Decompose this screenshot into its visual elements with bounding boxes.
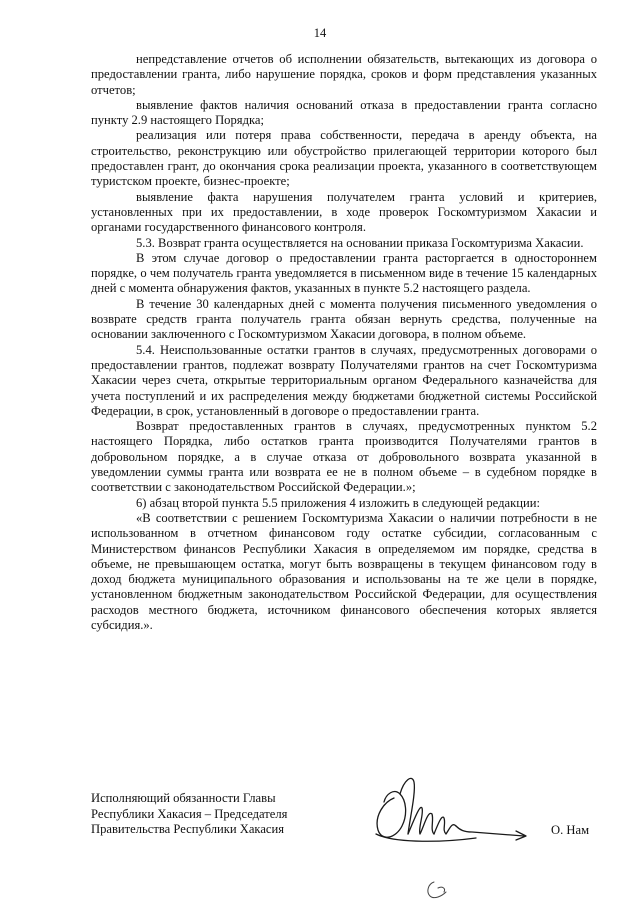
signatory-name: О. Нам [551,823,590,837]
paragraph: выявление факта нарушения получателем гранта условий и критериев, установленных при их предоставлении, в ходе проверок Госкомтуризмом Хакасии и органами государственного финансового контроля. [91,189,597,235]
paragraph: реализация или потеря права собственности, передача в аренду объекта, на строительство, реконструкцию или обустройство прилегающей территории которого был предоставлен грант, до окончания срока реализации проекта, указанного в соответствующем туристском проекте, бизнес-проекте; [91,128,597,189]
paragraph: непредставление отчетов об исполнении обязательств, вытекающих из договора о предоставлении гранта, либо нарушение порядка, сроков и форм представления указанных отчетов; [91,52,597,97]
paragraph: В этом случае договор о предоставлении гранта расторгается в одностороннем порядке, о чем получатель гранта уведомляется в письменном виде в течение 15 календарных дней с момента обнаружения фактов, указанных в пункте 5.2 настоящего раздела. [91,250,597,296]
paragraph: В течение 30 календарных дней с момента получения письменного уведомления о возврате средств гранта получатель гранта обязан вернуть средства, полученные на основании заключенного с Госкомтуризмом Хакасии договора, в полном объеме. [91,296,597,342]
position-line: Правительства Республики Хакасия [91,822,285,837]
position-line: Исполняющий обязанности Главы [91,791,276,805]
page-number: 14 [313,26,327,40]
signatory-position [91,791,287,838]
paragraph: 5.3. Возврат гранта осуществляется на основании приказа Госкомтуризма Хакасии. [136,235,584,250]
paragraph: 5.4. Неиспользованные остатки грантов в случаях, предусмотренных договорами о предоставлении грантов, подлежат возврату Получателями грантов на счет Госкомтуризма Хакасии через счета, открытые территориальным органом Федерального казначейства для учета поступлений и их распределения между бюджетами бюджетной системы Российской Федерации, в срок, установленный в договоре о предоставлении гранта. [91,342,597,418]
paragraph: 6) абзац второй пункта 5.5 приложения 4 изложить в следующей редакции: [136,495,540,510]
handwritten-signature [356,768,536,868]
paragraph: Возврат предоставленных грантов в случаях, предусмотренных пунктом 5.2 настоящего Порядка, либо остатков гранта производится Получателями грантов в добровольном порядке, а в случае отказа от добровольного возврата указанной в уведомлении суммы гранта или возврата ее не в полном объеме – в судебном порядке в соответствии с законодательством Российской Федерации.»; [91,419,597,495]
document-body [91,52,597,633]
paragraph: выявление фактов наличия оснований отказа в предоставлении гранта согласно пункту 2.9 настоящего Порядка; [91,97,597,128]
handwritten-initials [420,878,460,902]
paragraph: «В соответствии с решением Госкомтуризма Хакасии о наличии потребности в не использованном в отчетном финансовом году остатке субсидии, согласованным с Министерством финансов Республики Хакасия в определяемом им порядке, средства в объеме, не превышающем остатка, могут быть возвращены в текущем финансовом году в доход бюджета муниципального образования и использованы на те же цели в порядке, установленном бюджетным законодательством Российской Федерации, для осуществления расходов местного бюджета, источником финансового обеспечения которых является субсидия.». [91,510,597,632]
position-line: Республики Хакасия – Председателя [91,806,288,821]
